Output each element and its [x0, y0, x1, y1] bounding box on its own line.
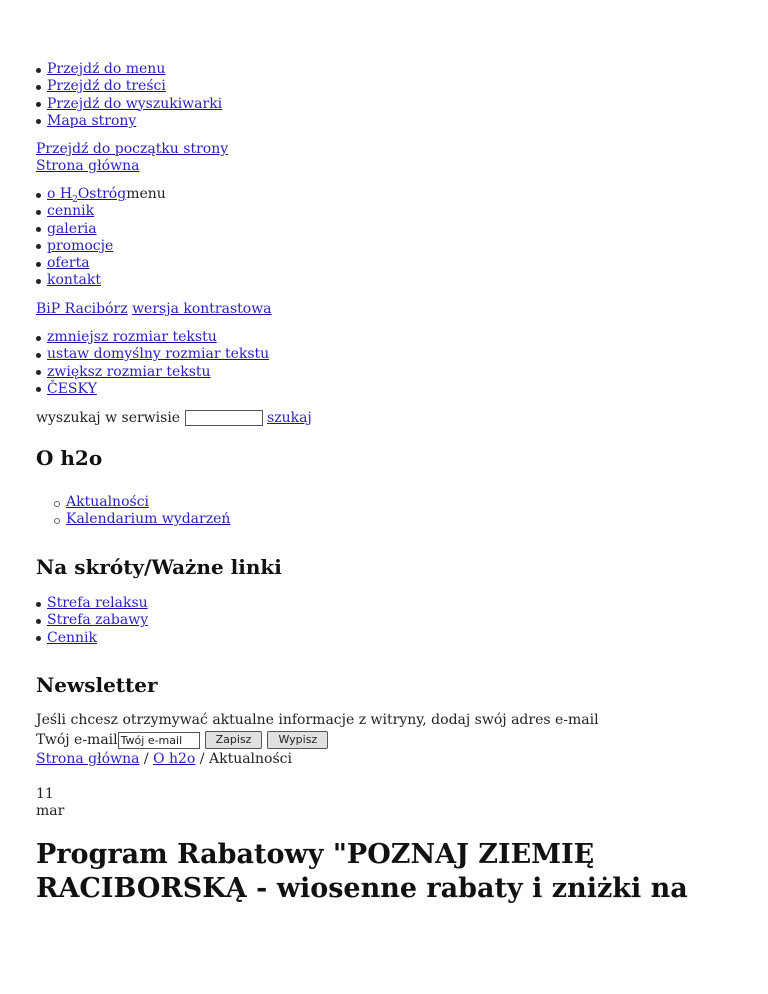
unsubscribe-button[interactable]: Wypisz — [267, 731, 328, 749]
section-links-title: Na skróty/Ważne linki — [36, 555, 282, 579]
list-item — [36, 630, 148, 647]
list-item — [36, 364, 269, 381]
breadcrumb-home-link[interactable]: Strona główna — [36, 751, 140, 767]
menu-item — [36, 221, 166, 238]
menu-link-cennik[interactable]: cennik — [47, 203, 95, 220]
default-text-link[interactable]: ustaw domyślny rozmiar tekstu — [47, 346, 270, 363]
skip-links-list — [36, 61, 222, 130]
list-item — [36, 595, 148, 612]
breadcrumb-current: Aktualności — [208, 751, 292, 767]
list-item — [36, 612, 148, 629]
breadcrumb-section-link[interactable]: O h2o — [153, 751, 196, 767]
menu-item — [36, 272, 166, 289]
article-month: mar — [36, 803, 65, 820]
list-item — [36, 96, 222, 113]
list-item — [36, 511, 230, 528]
header-links — [36, 141, 228, 176]
back-to-top-link[interactable]: Przejdź do początku strony — [36, 141, 229, 157]
shortcuts-list — [36, 595, 148, 647]
search-input[interactable] — [185, 410, 263, 426]
article-date — [36, 786, 64, 821]
search-form — [36, 410, 312, 427]
menu-about-subscript: 2 — [72, 195, 78, 205]
menu-link-galeria[interactable]: galeria — [47, 220, 97, 237]
skip-to-content-link[interactable]: Przejdź do treści — [47, 78, 166, 95]
skip-to-menu-link[interactable]: Przejdź do menu — [47, 61, 166, 77]
czech-language-link[interactable]: ČESKY — [47, 380, 97, 397]
menu-item — [36, 203, 166, 220]
bip-link[interactable]: BiP Racibórz — [36, 301, 128, 317]
menu-link-promocje[interactable]: promocje — [47, 237, 114, 254]
menu-label: menu — [126, 186, 166, 202]
list-item — [36, 381, 269, 398]
price-list-link[interactable]: Cennik — [47, 629, 97, 646]
article-title: Program Rabatowy "POZNAJ ZIEMIĘ RACIBORSKĄ - wiosenne rabaty i zniżki na — [36, 839, 688, 904]
text-size-controls — [36, 329, 269, 398]
menu-about-suffix: Ostróg — [77, 186, 127, 202]
list-item — [36, 78, 222, 95]
search-button[interactable]: szukaj — [267, 410, 312, 426]
menu-link-about[interactable] — [47, 186, 127, 205]
about-list — [36, 494, 230, 529]
newsletter-description: Jeśli chcesz otrzymywać aktualne informacje z witryny, dodaj swój adres e-mail — [36, 712, 599, 728]
menu-link-kontakt[interactable]: kontakt — [47, 272, 102, 289]
menu-item — [36, 255, 166, 272]
section-about-title: O h2o — [36, 446, 103, 470]
list-item — [36, 61, 222, 78]
list-item — [36, 329, 269, 346]
article-day: 11 — [36, 786, 54, 802]
breadcrumb-separator: / — [199, 751, 205, 767]
list-item — [36, 346, 269, 363]
email-label: Twój e-mail — [36, 732, 118, 748]
home-link[interactable]: Strona główna — [36, 158, 140, 175]
menu-link-oferta[interactable]: oferta — [47, 255, 90, 272]
events-calendar-link[interactable]: Kalendarium wydarzeń — [66, 511, 231, 528]
fun-zone-link[interactable]: Strefa zabawy — [47, 612, 149, 629]
utility-links — [36, 301, 272, 318]
breadcrumb-separator: / — [143, 751, 149, 767]
breadcrumb — [36, 751, 292, 768]
list-item — [36, 113, 222, 130]
menu-item-about — [36, 186, 166, 203]
main-menu — [36, 186, 166, 290]
newsletter-title: Newsletter — [36, 673, 158, 697]
contrast-version-link[interactable]: wersja kontrastowa — [132, 301, 272, 317]
list-item — [36, 494, 230, 511]
decrease-text-link[interactable]: zmniejsz rozmiar tekstu — [47, 329, 217, 345]
subscribe-button[interactable]: Zapisz — [205, 731, 263, 749]
menu-about-prefix: o H — [47, 186, 73, 202]
menu-item — [36, 238, 166, 255]
newsletter-form — [36, 731, 328, 749]
increase-text-link[interactable]: zwiększ rozmiar tekstu — [47, 363, 211, 380]
sitemap-link[interactable]: Mapa strony — [47, 112, 137, 129]
news-link[interactable]: Aktualności — [66, 494, 150, 510]
search-label: wyszukaj w serwisie — [36, 410, 181, 426]
skip-to-search-link[interactable]: Przejdź do wyszukiwarki — [47, 95, 223, 112]
relax-zone-link[interactable]: Strefa relaksu — [47, 595, 148, 611]
email-field[interactable]: Twój e-mail — [118, 732, 200, 749]
